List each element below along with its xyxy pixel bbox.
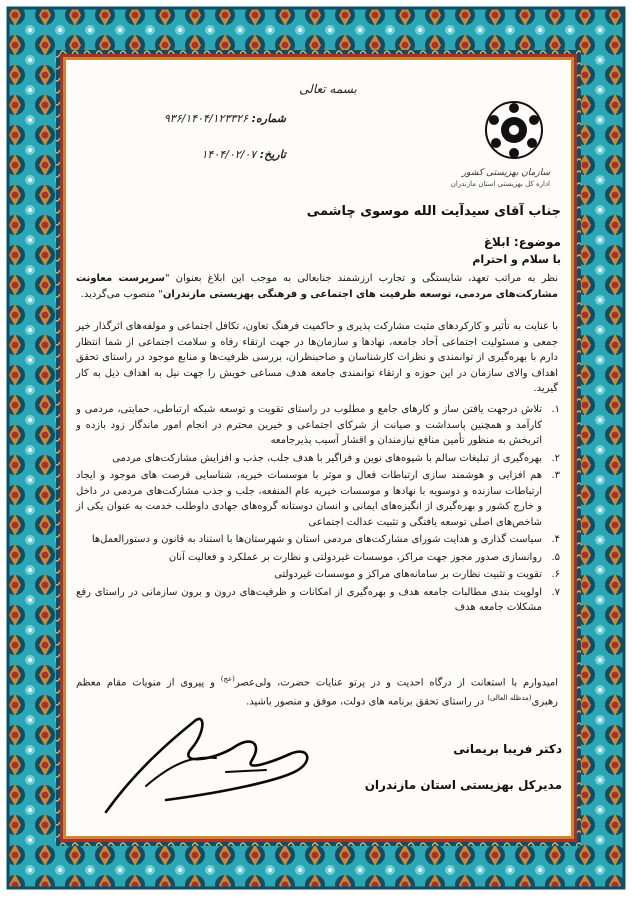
closing-honorific-1: (عج) [220,675,235,683]
duty-text: اولویت بندی مطالبات جامعه هدف و بهره‌گیری از امکانات و ظرفیت‌های درون و برون سازمانی در راستای رفع مشکلات جامعه هدف [76,586,542,613]
appointed-position: سرپرست معاونت مشارکت‌های مردمی، توسعه ظرفیت های اجتماعی و فرهنگی بهزیستی مازندران [76,273,558,300]
behzisti-logo-icon [482,98,546,162]
letter-date [86,148,286,161]
duty-number: ۷. [551,586,560,598]
closing-text-3: در راستای تحقق برنامه های دولت، موفق و منصور باشید. [246,696,488,708]
duty-item [76,532,560,548]
mandate-paragraph: با عنایت به تأثیر و کارکردهای مثبت مشارکت پذیری و حاکمیت فرهنگ تعاون، تکافل اجتماعی و مولفه‌های اثرگذار خیر جمعی و مسئولیت اجتماعی آحاد جامعه، نهادها و سازمان‌ها در جهت ارتقاء رفاه و سلامت اجتماعی از شما انتظار دارم با بهره‌گیری از توانمندی و نظرات کارشناسان و صاحبنظران، بررسی ظرفیت‌ها و منابع موجود در راستای تحقق اهداف والای سازمان در این حوزه و ارتقاء توانمندی جامعه هدف مساعی خویش را جهت نیل به اهداف ذیل به کار گیرید. [76,321,558,394]
duty-text: روانسازی صدور مجوز جهت مراکز، موسسات غیردولتی و نظارت بر عملکرد و فعالیت آنان [168,551,542,563]
intro-text-start: نظر به مراتب تعهد، شایستگی و تجارب ارزشمند جنابعالی به موجب این ابلاغ بعنوان " [164,273,558,284]
duty-item [76,402,560,449]
signer-name: دکتر فریبا بریمانی [453,742,562,756]
duty-number: ۳. [551,470,560,481]
intro-text-end: " منصوب می‌گردید. [80,288,163,300]
greeting-line: با سلام و احترام [472,253,561,266]
closing-honorific-2: (مدظله العالی) [487,693,532,702]
org-subname: اداره کل بهزیستی استان مازندران [450,180,550,188]
closing-text-2: و پیروی از منویات مقام معظم رهبری [76,677,558,708]
duty-text: هم افزایی و هوشمند سازی ارتباطات فعال و موثر با موسسات خیریه، شناسایی فرصت های موجود و ایجاد ارتباطات سازنده و دوسویه با نهادها و موسسات خیریه عام المنفعه، جلب و جذب مشارکت‌های مردمی در داخل و خارج کشور و بهره‌گیری از انگیزه‌های ایمانی و انسان دوستانه گروه‌های جهادی داوطلب خدمت به عنوان یکی از شاخص‌های اصلی توسعه یافتگی و تثبیت عدالت اجتماعی [76,470,542,528]
subject-line: موضوع: ابلاغ [483,235,561,249]
invocation-heading: بسمه تعالی [299,82,357,96]
letter-body [66,60,571,836]
duty-item [76,550,560,566]
duty-item [76,585,560,616]
org-name: سازمان بهزیستی کشور [461,168,550,178]
reference-value: ۹۳۶/۱۴۰۴/۱۲۳۳۲۶ [163,112,249,125]
reference-number [86,112,286,125]
date-value: ۱۴۰۴/۰۲/۰۷ [201,148,257,161]
duty-number: ۴. [551,534,560,545]
duty-text: بهره‌گیری از تبلیغات سالم با شیوه‌های نوین و فراگیر با هدف جلب، جذب و افزایش مشارکت‌های مردمی [112,452,542,464]
date-label: تاریخ: [259,148,286,161]
handwritten-signature [76,700,336,820]
appointment-paragraph [76,271,558,302]
duties-list [76,402,560,618]
duty-text: تقویت و تثبیت نظارت بر سامانه‌های مراکز و موسسات غیردولتی [274,569,542,580]
duty-item [76,567,560,583]
closing-text-1: امیدوارم با استعانت از درگاه احدیت و در پرتو عنایات حضرت، ولی‌عصر [234,677,558,689]
duty-item [76,468,560,530]
duty-number: ۶. [551,569,560,580]
duty-number: ۱. [551,404,560,415]
signer-title: مدیرکل بهزیستی استان مازندران [364,778,562,792]
recipient-line: جناب آقای سیدآیت الله موسوی چاشمی [306,204,561,219]
duty-item [76,451,560,467]
reference-label: شماره: [251,112,286,125]
duty-text: سیاست گذاری و هدایت شورای مشارکت‌های مردمی استان و شهرستان‌ها با استناد به قانون و دستورالعمل‌ها [91,534,542,545]
duty-text: تلاش درجهت یافتن ساز و کارهای جامع و مطلوب در راستای تقویت و توسعه شبکه ارتباطی، حمایتی، مردمی و کارآمد و همچنین پاسداشت و صیانت از شرکای اجتماعی و خیرین محترم در انجام امور ماندگار زود بازده و اثربخش به منظور تأمین منافع نیازمندان و اقشار آسیب پذیرجامعه [76,404,542,446]
duty-number: ۲. [551,452,560,464]
duty-number: ۵. [551,551,560,563]
